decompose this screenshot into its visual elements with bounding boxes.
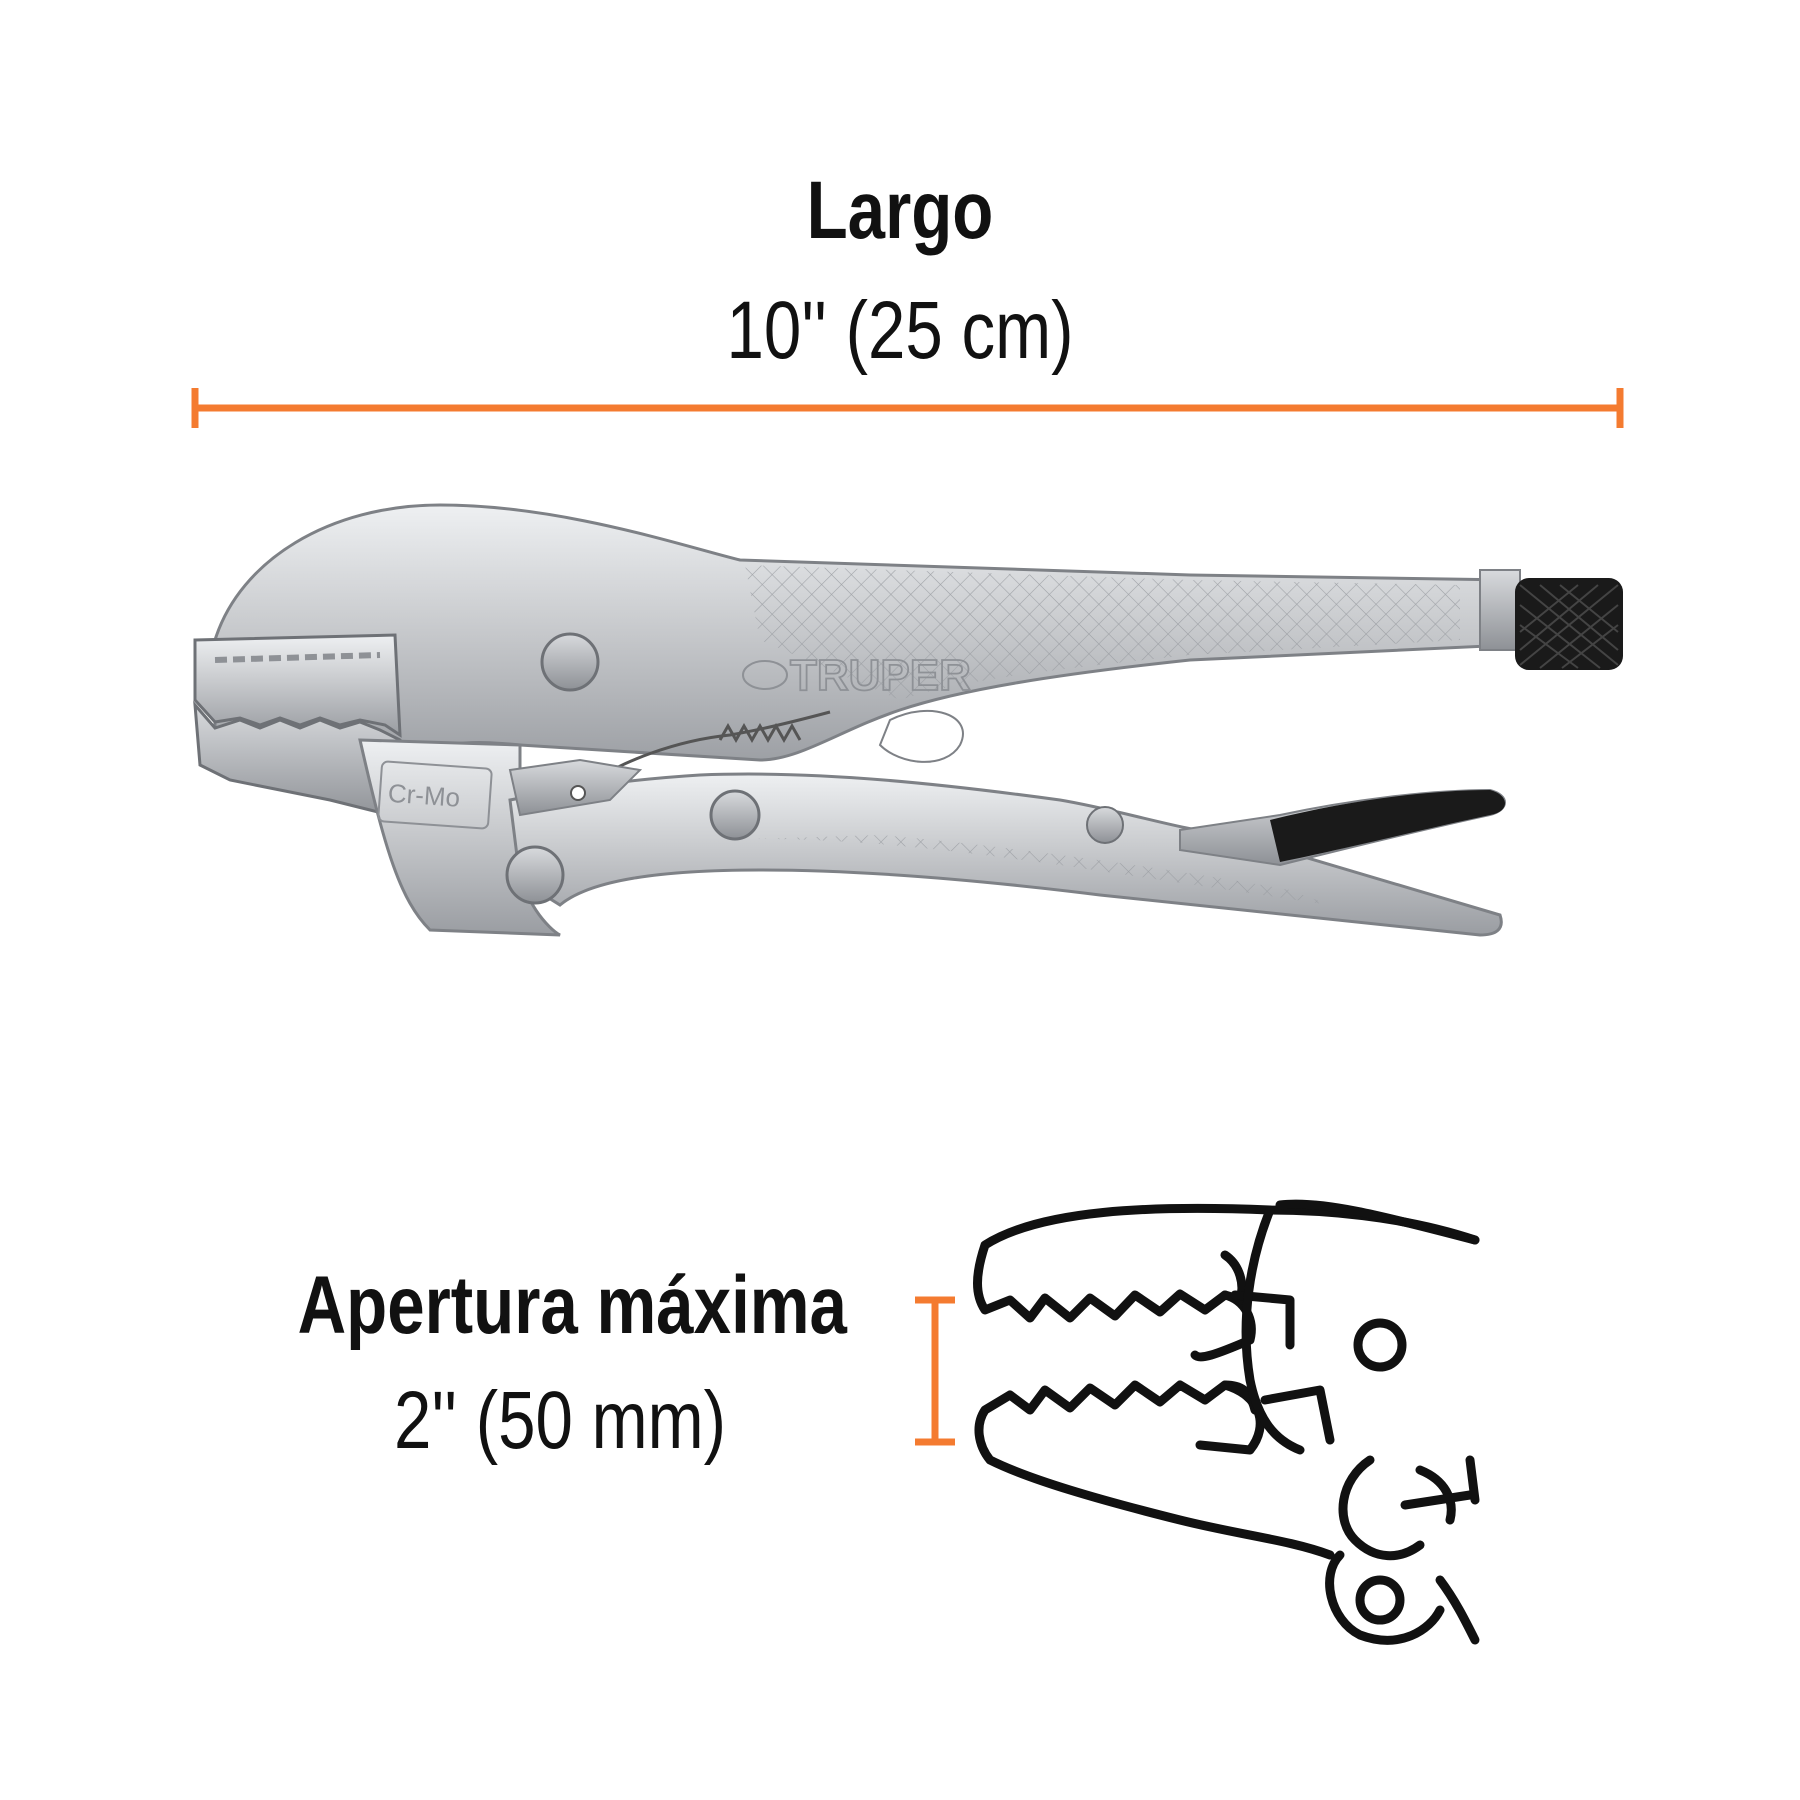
rivet-handle [1087, 807, 1123, 843]
rivet-middle [711, 791, 759, 839]
opening-title: Apertura máxima [297, 1260, 847, 1351]
opening-dimension-line [915, 1300, 955, 1442]
rivet-upper [542, 634, 598, 690]
rivet-lower [507, 847, 563, 903]
jaw-outline-diagram [978, 1204, 1476, 1640]
brand-logo-text: TRUPER [790, 651, 971, 700]
length-title: Largo [806, 165, 994, 256]
locking-pliers-image [195, 505, 1623, 935]
length-dimension-line [195, 388, 1620, 428]
jaw-marking-text: Cr-Mo [386, 777, 462, 813]
upper-jaw [195, 635, 400, 735]
opening-value: 2'' (50 mm) [393, 1375, 727, 1466]
length-value: 10'' (25 cm) [726, 285, 1074, 376]
